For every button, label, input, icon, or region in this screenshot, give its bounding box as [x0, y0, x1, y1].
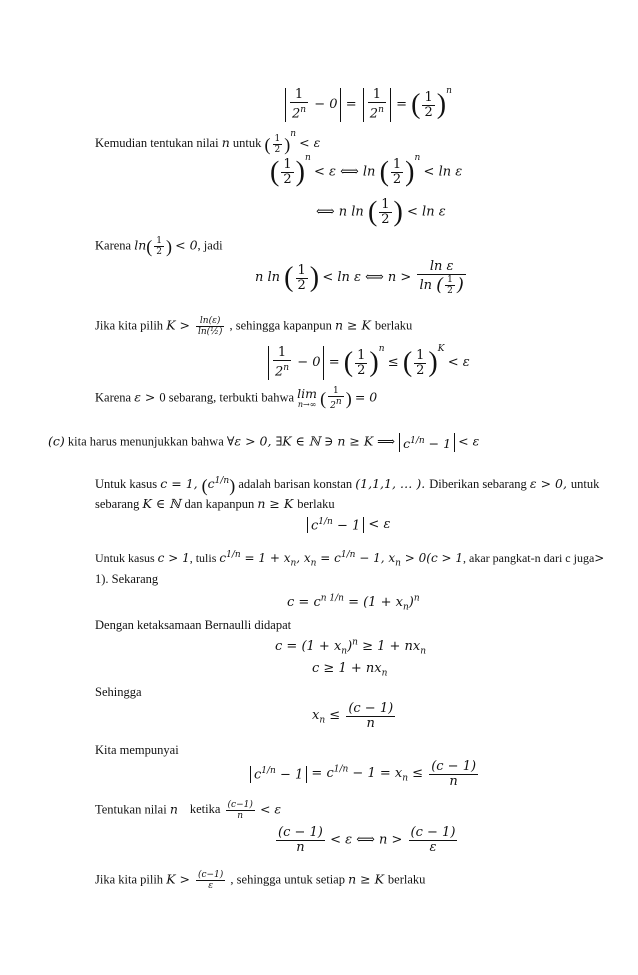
text-line: Untuk kasus c = 1, $(c^{1/n})$ adalah barisan konstan (1,1,1, … ). Diberikan sebarang ε > 0, untuk	[95, 475, 600, 496]
item-label-c: (c)	[48, 433, 65, 449]
text-sekarang: 1). Sekarang	[95, 572, 159, 586]
equation-c-geq: $c \ge 1 + nx_n$	[312, 661, 388, 679]
equation-n-greater: n ln ( $\frac{1}{2}$ ) < ln ε ⟺ n > ln ε ln ( $\frac{1}{2}$ )	[255, 259, 464, 296]
text-berlaku: berlaku	[374, 318, 413, 333]
text-line: sebarang K ∈ ℕ dan kapanpun n ≥ K berlaku	[95, 496, 335, 511]
text-akar: , akar pangkat-n dari c juga	[463, 551, 595, 565]
text-barisan-konstan: adalah barisan konstan	[238, 477, 353, 492]
text-karena: Karena	[95, 238, 132, 253]
text-berlaku: berlaku	[387, 872, 426, 887]
text-kemudian: Kemudian tentukan nilai	[95, 136, 219, 151]
text-line	[95, 684, 142, 700]
equation-c-expansion: $c = c^{n 1/n} = (1 + x_n)^n$	[287, 594, 420, 613]
text-kapanpun: dan kapanpun	[184, 497, 255, 511]
text-sehingga-setiap: , sehingga untuk setiap	[230, 872, 345, 887]
text-sehingga-kapanpun: , sehingga kapanpun	[229, 318, 332, 333]
text-jika-pilih: Jika kita pilih	[95, 872, 164, 887]
equation-bound: $\frac{1}{2^n}$ − 0 = ( $\frac{1}{2}$ )$^n$ ≤ ( $\frac{1}{2}$ )$^K$ < ε	[266, 346, 470, 380]
text-karena-eps: Karena	[95, 390, 132, 405]
text-terbukti: 0 sebarang, terbukti bahwa	[159, 390, 295, 405]
equation-constant-case: $c^{1/n} - 1 < \varepsilon$	[307, 516, 390, 533]
text-berlaku: berlaku	[297, 497, 335, 511]
text-untuk: untuk	[570, 477, 600, 492]
equation-main-bound: $c^{1/n} - 1 = c^{1/n} - 1 = x_n$ ≤ $\frac{(c - 1)}{n}$	[250, 760, 480, 789]
equation-n-ln: ⟺ n ln ( $\frac{1}{2}$ ) < ln ε	[316, 196, 446, 228]
text-untuk: untuk	[232, 136, 262, 151]
text-line	[95, 742, 179, 758]
text-jadi: , jadi	[197, 238, 223, 253]
text-untuk-kasus: Untuk kasus	[95, 477, 158, 492]
text-line	[95, 617, 291, 633]
equation-abs-half-power: $\frac{1}{2^n}$ − 0 = $\frac{1}{2^n}$ = ( $\frac{1}{2}$ )$^n$	[283, 88, 452, 122]
text-harus: kita harus menunjukkan bahwa	[67, 434, 224, 449]
equation-n-condition: $\frac{(c - 1)}{n}$ < ε ⟺ n > $\frac{(c - 1)}{\varepsilon}$	[278, 825, 456, 855]
text-tentukan: Tentukan nilai	[95, 802, 167, 817]
text-bernaulli: Dengan ketaksamaan Bernaulli didapat	[95, 618, 292, 632]
text-line: Karena ε > 0 sebarang, terbukti bahwa lim n→∞ ( $\frac{1}{2^n}$ ) = 0	[95, 385, 378, 411]
text-line: Karena ln( $\frac{1}{2}$ ) < 0, jadi	[95, 236, 223, 257]
text-untuk-kasus: Untuk kasus	[95, 551, 155, 565]
equation-ln-step: ( $\frac{1}{2}$ )$^n$ < ε ⟺ ln ( $\frac{1}{2}$ )$^n$ < ln ε	[270, 153, 463, 188]
text-sehingga: Sehingga	[95, 685, 142, 699]
text-kita-mempunyai: Kita mempunyai	[95, 743, 179, 757]
text-diberikan: Diberikan sebarang	[429, 477, 527, 492]
text-line: Kemudian tentukan nilai n untuk ( $\frac{1}{2}$ )$^n$ < ε	[95, 129, 321, 155]
equation-xn-bound: $x_n$ ≤ $\frac{(c - 1)}{n}$	[312, 701, 394, 731]
text-sebarang: sebarang	[95, 497, 140, 511]
text-tulis: , tulis	[189, 551, 217, 565]
text-line: (c) kita harus menunjukkan bahwa ∀ε > 0, ∃K ∈ ℕ ∋ n ≥ K ⟹ $c^{1/n} - 1 < \varepsilon$	[48, 433, 480, 452]
text-ketika: ketika	[189, 802, 221, 817]
equation-bernoulli: $c = (1 + x_n)^n \ge 1 + nx_n$	[275, 638, 427, 657]
text-jika-pilih: Jika kita pilih	[95, 318, 164, 333]
text-line: Jika kita pilih K > $\frac{(c-1)}{\varepsilon}$ , sehingga untuk setiap n ≥ K berlaku	[95, 870, 426, 891]
text-line: Jika kita pilih K > $\frac{\ln(\varepsilon)}{\text{ln(½)}}$ , sehingga kapanpun n ≥ K berlaku	[95, 316, 413, 337]
text-line: Tentukan nilai n ketika $\frac{(c-1)}{n}$ < ε	[95, 800, 282, 821]
text-line: Untuk kasus c > 1, tulis $c^{1/n} = 1 + x_n$, $x_n = c^{1/n} - 1$, $x_n > 0(c > 1$, akar pangkat-n dari c juga>	[95, 550, 605, 569]
text-line	[95, 571, 158, 587]
